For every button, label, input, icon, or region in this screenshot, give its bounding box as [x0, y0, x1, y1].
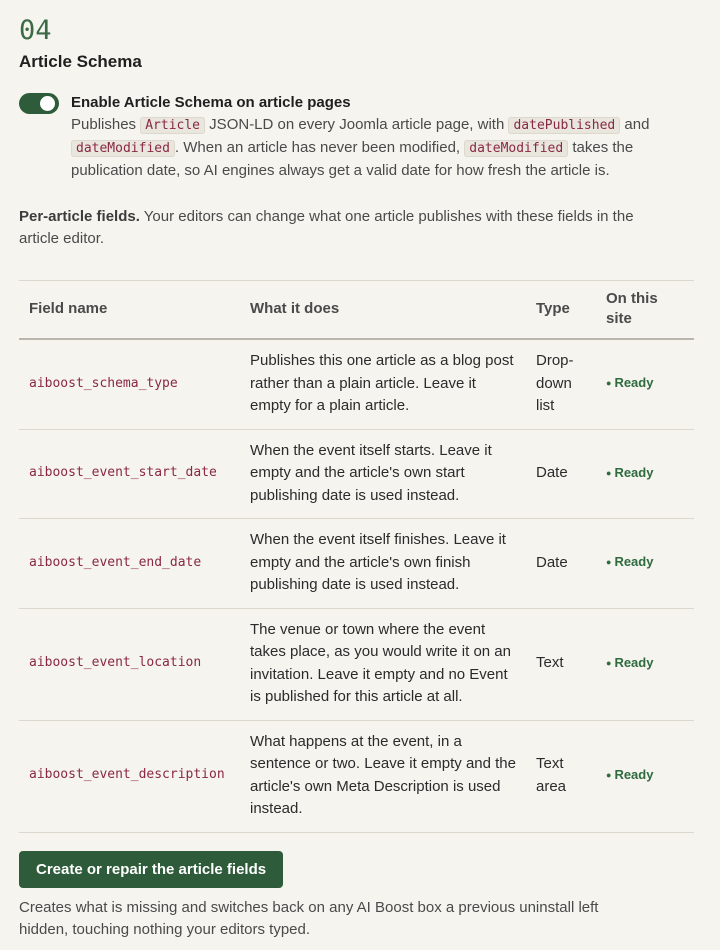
status-dot-icon: ●	[606, 657, 612, 668]
field-type: Text area	[526, 720, 596, 832]
field-description: The venue or town where the event takes place, as you would write it on an invitation. Leave it empty and no Event is published for this article at all.	[240, 608, 526, 720]
table-row	[19, 608, 694, 720]
status-label: Ready	[614, 654, 654, 670]
col-header-on-this-site: On this site	[596, 281, 694, 340]
code-date-modified: dateModified	[71, 140, 175, 157]
field-type: Text	[526, 608, 596, 720]
status-badge	[606, 554, 653, 569]
per-article-intro	[19, 206, 634, 250]
status-dot-icon: ●	[606, 467, 612, 478]
code-date-modified: dateModified	[464, 140, 568, 157]
field-status	[596, 339, 694, 429]
status-dot-icon: ●	[606, 769, 612, 780]
col-header-field-name: Field name	[19, 281, 240, 340]
status-dot-icon: ●	[606, 378, 612, 388]
field-name: aiboost_schema_type	[19, 339, 240, 429]
field-status	[596, 608, 694, 720]
section-title: Article Schema	[19, 52, 142, 71]
status-label: Ready	[614, 375, 654, 390]
desc-text: JSON-LD on every Joomla article page, with	[205, 116, 509, 133]
toggle-description	[71, 114, 671, 182]
col-header-type: Type	[526, 281, 596, 340]
field-description: Publishes this one article as a blog post rather than a plain article. Leave it empty for a plain article.	[240, 339, 526, 429]
per-article-text: Your editors can change what one article publishes with these fields in the article editor.	[19, 208, 634, 247]
field-name: aiboost_event_description	[19, 720, 240, 832]
per-article-lead: Per-article fields.	[19, 208, 140, 225]
field-status	[596, 429, 694, 519]
field-status	[596, 720, 694, 832]
field-description: What happens at the event, in a sentence or two. Leave it empty and the article's own Meta Description is used instead.	[240, 720, 526, 832]
status-badge	[606, 375, 653, 390]
status-label: Ready	[614, 766, 654, 782]
field-description: When the event itself finishes. Leave it empty and the article's own finish publishing date is used instead.	[240, 519, 526, 609]
status-badge	[606, 465, 653, 480]
code-date-published: datePublished	[508, 117, 620, 134]
field-name: aiboost_event_end_date	[19, 519, 240, 609]
toggle-knob	[40, 96, 55, 111]
table-header-row	[19, 281, 694, 340]
table-row	[19, 339, 694, 429]
status-badge	[606, 767, 653, 782]
create-repair-fields-button[interactable]: Create or repair the article fields	[19, 851, 283, 888]
toggle-row	[19, 93, 694, 182]
status-label: Ready	[614, 554, 654, 569]
desc-text: and	[620, 116, 650, 133]
field-description: When the event itself starts. Leave it empty and the article's own start publishing date is used instead.	[240, 429, 526, 519]
section-number: 04	[19, 15, 52, 46]
status-dot-icon: ●	[606, 557, 612, 567]
status-badge	[606, 655, 653, 670]
field-type: Date	[526, 429, 596, 519]
field-name: aiboost_event_start_date	[19, 429, 240, 519]
fields-table	[19, 280, 694, 833]
table-row	[19, 720, 694, 832]
col-header-what-it-does: What it does	[240, 281, 526, 340]
field-status	[596, 519, 694, 609]
field-type: Drop-down list	[526, 339, 596, 429]
table-row	[19, 519, 694, 609]
status-label: Ready	[614, 464, 654, 480]
desc-text: takes the publication date, so AI engines always get a valid date for how fresh the article is.	[71, 139, 634, 179]
code-article: Article	[140, 117, 205, 134]
toggle-text	[71, 93, 671, 182]
button-note: Creates what is missing and switches back on any AI Boost box a previous uninstall left hidden, touching nothing your editors typed.	[19, 898, 599, 938]
table-row	[19, 429, 694, 519]
field-name: aiboost_event_location	[19, 608, 240, 720]
enable-article-schema-toggle[interactable]	[19, 93, 59, 114]
desc-text: Publishes	[71, 116, 141, 133]
desc-text: . When an article has never been modified,	[174, 139, 465, 156]
field-type: Date	[526, 519, 596, 609]
toggle-label: Enable Article Schema on article pages	[71, 94, 351, 111]
